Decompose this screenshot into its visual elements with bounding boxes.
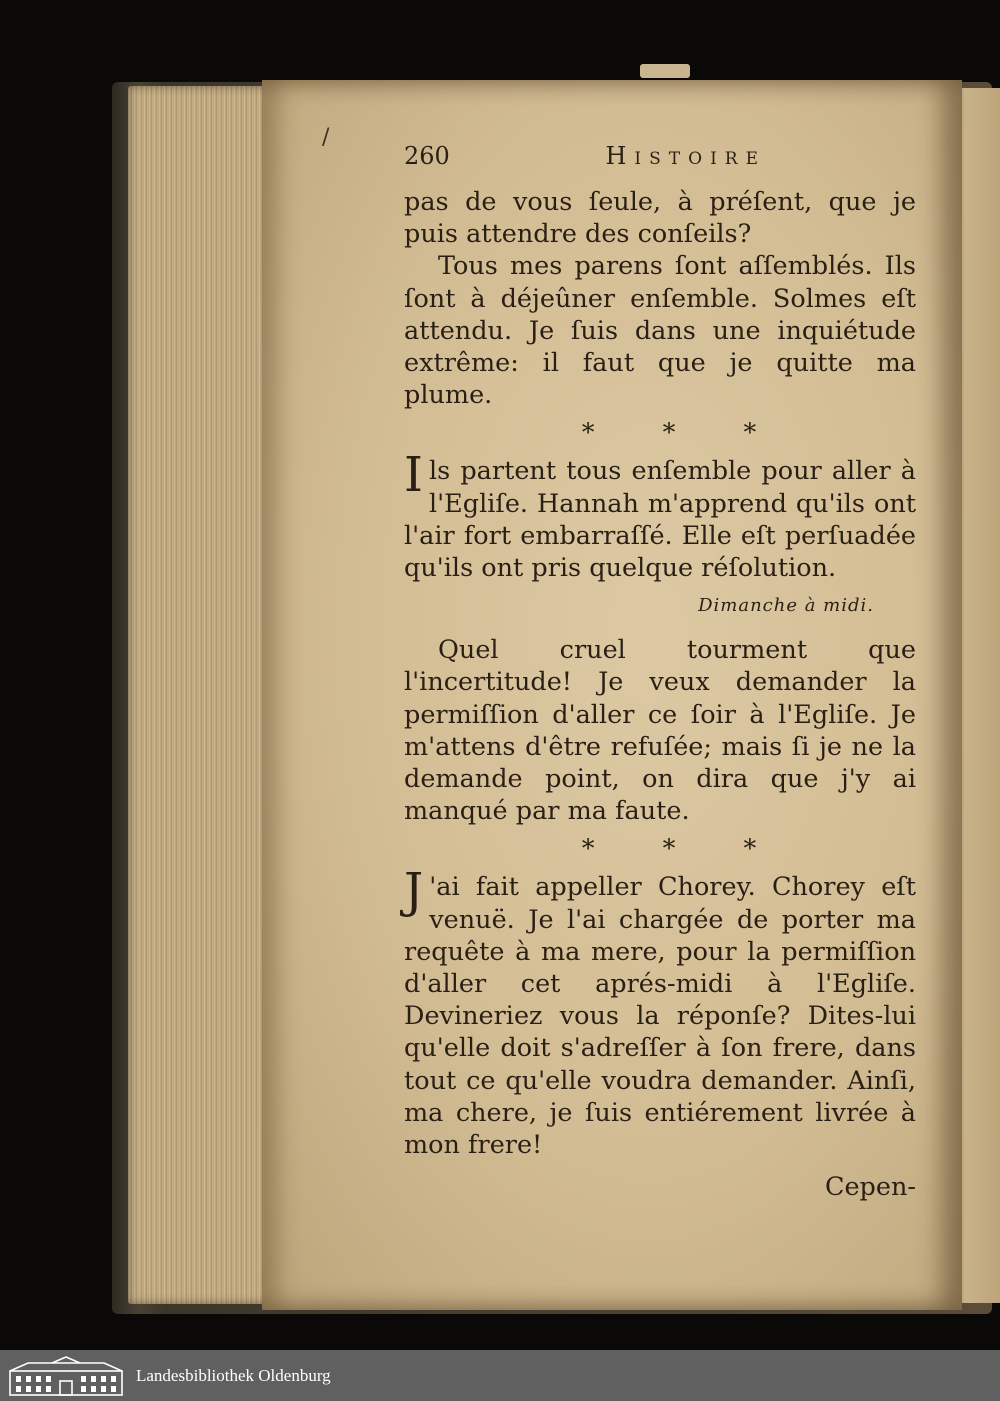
section-break (404, 411, 916, 455)
page-number: 260 (404, 142, 450, 170)
star-1: * (581, 418, 597, 449)
paragraph-3-text: ls partent tous enſemble pour aller à l'Egliſe. Hannah m'apprend qu'ils ont l'air fort embarraſſé. Elle eſt perſuadée qu'ils ont pris quelque réſolution. (404, 456, 916, 584)
bookmark-tab (640, 64, 690, 78)
star-5: * (662, 834, 678, 865)
star-4: * (581, 834, 597, 865)
paragraph-3 (404, 447, 916, 584)
paragraph-1: pas de vous ſeule, à préſent, que je puis attendre des conſeils? (404, 187, 916, 250)
drop-cap: I (404, 447, 423, 504)
dateline: Dimanche à midi. (698, 595, 874, 617)
catchword: Cepen- (824, 1172, 916, 1203)
paragraph-4: Quel cruel tourment que l'incertitude! Je veux demander la permiſſion d'aller ce ſoir à l'Egliſe. Je m'attens d'être refuſée; mais ſi je ne la demande point, on dira que j'y ai manqué par ma faute. (404, 635, 916, 827)
running-header (404, 140, 916, 186)
header-title: Histoire (605, 142, 766, 170)
paragraph-5-text: 'ai fait appeller Chorey. Chorey eſt venuë. Je l'ai chargée de porter ma requête à ma mere, pour la permiſſion d'aller cet aprés-midi à l'Egliſe. Devineriez vous la réponſe? Dites-lui qu'elle doit s'adreſſer à ſon frere, dans tout ce qu'elle voudra demander. Ainſi, ma chere, je ſuis entiérement livrée à mon frere! (404, 872, 916, 1161)
star-6: * (743, 834, 759, 865)
page-text (322, 125, 916, 1203)
margin-mark: / (322, 125, 330, 150)
star-3: * (743, 418, 759, 449)
library-building-icon (8, 1355, 124, 1397)
paragraph-5 (404, 863, 916, 1161)
star-2: * (662, 418, 678, 449)
page-edges (128, 86, 278, 1304)
drop-cap-2: J (404, 863, 424, 920)
section-break-2 (404, 827, 916, 871)
footer-bar (0, 1350, 1000, 1401)
paragraph-2: Tous mes parens ſont aſſemblés. Ils ſont à déjeûner enſemble. Solmes eſt attendu. Je ſuis dans une inquiétude extrême: il faut que je quitte ma plume. (404, 251, 916, 411)
library-name: Landesbibliothek Oldenburg (136, 1365, 331, 1385)
